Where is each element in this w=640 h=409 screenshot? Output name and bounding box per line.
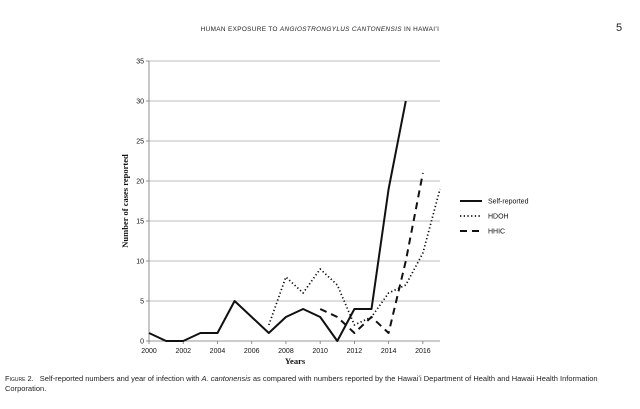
y-tick-label: 15 xyxy=(136,218,144,226)
x-tick-label: 2010 xyxy=(312,348,328,355)
x-tick-label: 2002 xyxy=(175,348,192,355)
x-tick-label: 2004 xyxy=(209,348,226,355)
caption-text-post: as compared with numbers reported by the Hawaiʻi Department of Health and Hawaii Health Information Corporation. xyxy=(5,374,598,393)
x-tick-label: 2006 xyxy=(243,348,260,355)
running-head-pre: HUMAN EXPOSURE TO xyxy=(200,26,280,33)
caption-label: Figure 2. xyxy=(5,374,34,383)
x-axis-label: Years xyxy=(284,356,306,366)
y-tick-label: 20 xyxy=(136,178,144,186)
series-line-hdoh xyxy=(269,189,440,325)
running-head-species: ANGIOSTRONGYLUS CANTONENSIS xyxy=(279,26,402,33)
y-tick-label: 30 xyxy=(136,98,144,106)
x-tick-label: 2000 xyxy=(141,348,157,355)
x-tick-label: 2012 xyxy=(346,348,363,355)
y-tick-label: 35 xyxy=(136,58,144,66)
figure-caption xyxy=(5,374,633,393)
x-tick-label: 2014 xyxy=(380,348,397,355)
page-number: 5 xyxy=(616,22,623,34)
x-tick-label: 2008 xyxy=(278,348,294,355)
legend xyxy=(460,199,529,236)
x-tick-label: 2016 xyxy=(415,348,431,355)
gridlines xyxy=(149,61,440,301)
legend-label: HDOH xyxy=(488,213,509,221)
y-tick-label: 25 xyxy=(136,138,144,146)
caption-species: A. cantonensis xyxy=(201,374,251,383)
legend-label: Self-reported xyxy=(488,198,529,206)
y-tick-label: 0 xyxy=(140,338,144,346)
caption-text-pre: Self-reported numbers and year of infection with xyxy=(39,374,202,383)
y-tick-label: 5 xyxy=(140,298,144,306)
y-tick-label: 10 xyxy=(136,258,144,266)
running-head-post: IN HAWAIʻI xyxy=(401,26,440,33)
y-axis-label: Number of cases reported xyxy=(120,154,130,248)
legend-label: HHIC xyxy=(488,228,506,236)
